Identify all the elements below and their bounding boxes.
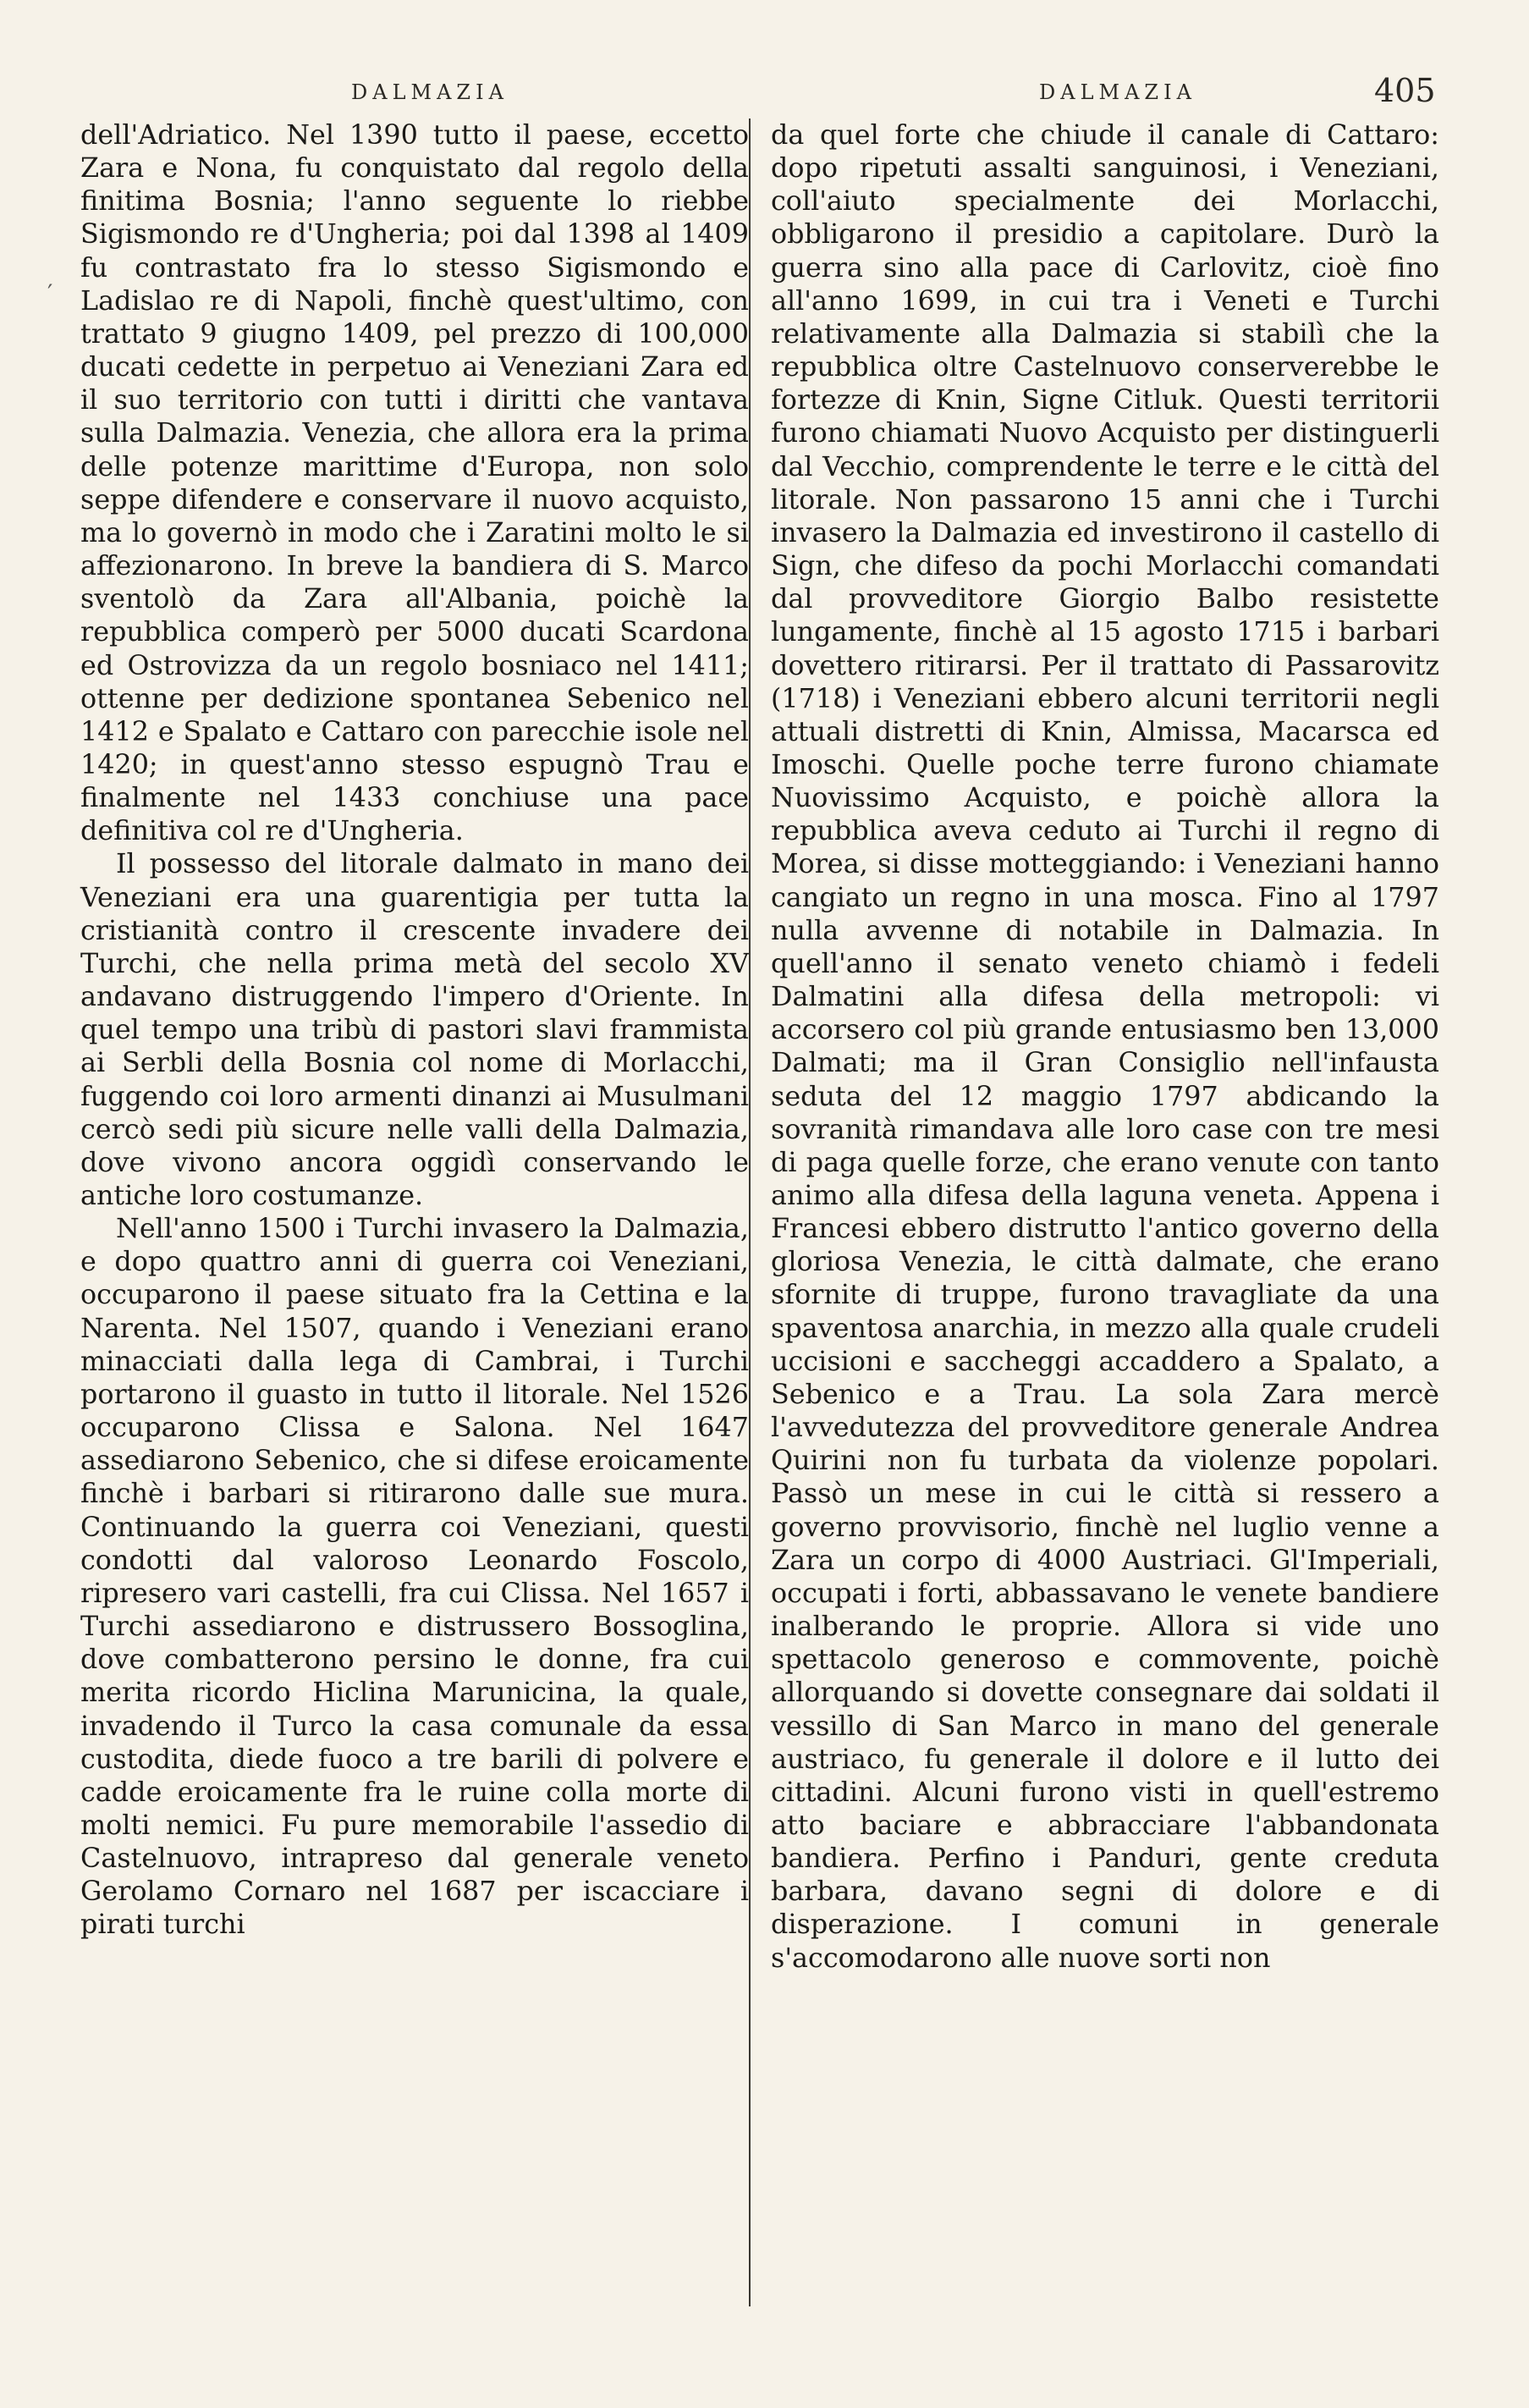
page-number: 405 — [1374, 72, 1436, 109]
running-header-left: DALMAZIA — [351, 80, 509, 104]
right-paragraph-1: da quel forte che chiude il canale di Cattaro: dopo ripetuti assalti sanguinosi, i Veneziani, coll'aiuto specialmente dei Morlacchi, obbligarono il presidio a capitolare. Durò la guerra sino alla pace di Carlovitz, cioè fino all'anno 1699, in cui tra i Veneti e Turchi relativamente alla Dalmazia si stabilì che la repubblica oltre Castelnuovo conserverebbe le fortezze di Knin, Signe Citluk. Questi territorii furono chiamati Nuovo Acquisto per distinguerli dal Vecchio, comprendente le terre e le città del litorale. Non passarono 15 anni che i Turchi invasero la Dalmazia ed investirono il castello di Sign, che difeso da pochi Morlacchi comandati dal provveditore Giorgio Balbo resistette lungamente, finchè al 15 agosto 1715 i barbari dovettero ritirarsi. Per il trattato di Passarovitz (1718) i Veneziani ebbero alcuni territorii negli attuali distretti di Knin, Almissa, Macarsca ed Imoschi. Quelle poche terre furono chiamate Nuovissimo Acquisto, e poichè allora la repubblica aveva ceduto ai Turchi il regno di Morea, si disse motteggiando: i Veneziani hanno cangiato un regno in una mosca. Fino al 1797 nulla avvenne di notabile in Dalmazia. In quell'anno il senato veneto chiamò i fedeli Dalmatini alla difesa della metropoli: vi accorsero col più grande entusiasmo ben 13,000 Dalmati; ma il Gran Consiglio nell'infausta seduta del 12 maggio 1797 abdicando la sovranità rimandava alle loro case con tre mesi di paga quelle forze, che erano venute con tanto animo alla difesa della laguna veneta. Appena i Francesi ebbero distrutto l'antico governo della gloriosa Venezia, le città dalmate, che erano sfornite di truppe, furono travagliate da una spaventosa anarchia, in mezzo alla quale crudeli uccisioni e saccheggi accaddero a Spalato, a Sebenico e a Trau. La sola Zara mercè l'avvedutezza del provveditore generale Andrea Quirini non fu turbata da violenze popolari. Passò un mese in cui le città si ressero a governo provvisorio, finchè nel luglio venne a Zara un corpo di 4000 Austriaci. Gl'Imperiali, occupati i forti, abbassavano le venete bandiere inalberando le proprie. Allora si vide uno spettacolo generoso e commovente, poichè allorquando si dovette consegnare dai soldati il vessillo di San Marco in mano del generale austriaco, fu generale il dolore e il lutto dei cittadini. Alcuni furono visti in quell'estremo atto baciare e abbracciare l'abbandonata bandiera. Perfino i Panduri, gente creduta barbara, davano segni di dolore e di disperazione. I comuni in generale s'accomodarono alle nuove sorti non — [771, 119, 1439, 1974]
left-paragraph-3: Nell'anno 1500 i Turchi invasero la Dalmazia, e dopo quattro anni di guerra coi Veneziani, occuparono il paese situato fra la Cettina e la Narenta. Nel 1507, quando i Veneziani erano minacciati dalla lega di Cambrai, i Turchi portarono il guasto in tutto il litorale. Nel 1526 occuparono Clissa e Salona. Nel 1647 assediarono Sebenico, che si difese eroicamente finchè i barbari si ritirarono dalle sue mura. Continuando la guerra coi Veneziani, questi condotti dal valoroso Leonardo Foscolo, ripresero vari castelli, fra cui Clissa. Nel 1657 i Turchi assediarono e distrussero Bossoglina, dove combatterono persino le donne, fra cui merita ricordo Hiclina Marunicina, la quale, invadendo il Turco la casa comunale da essa custodita, diede fuoco a tre barili di polvere e cadde eroicamente fra le ruine colla morte di molti nemici. Fu pure memorabile l'assedio di Castelnuovo, intrapreso dal generale veneto Gerolamo Cornaro nel 1687 per iscacciare i pirati turchi — [80, 1213, 749, 1941]
column-divider — [749, 118, 751, 2306]
left-paragraph-2: Il possesso del litorale dalmato in mano dei Veneziani era una guarentigia per tutta la cristianità contro il crescente invadere dei Turchi, che nella prima metà del secolo XV andavano distruggendo l'impero d'Oriente. In quel tempo una tribù di pastori slavi frammista ai Serbli della Bosnia col nome di Morlacchi, fuggendo coi loro armenti dinanzi ai Musulmani cercò sedi più sicure nelle valli della Dalmazia, dove vivono ancora oggidì conservando le antiche loro costumanze. — [80, 848, 749, 1211]
left-text-column — [80, 118, 749, 1942]
left-paragraph-1: dell'Adriatico. Nel 1390 tutto il paese, eccetto Zara e Nona, fu conquistato dal regolo della finitima Bosnia; l'anno seguente lo riebbe Sigismondo re d'Ungheria; poi dal 1398 al 1409 fu contrastato fra lo stesso Sigismondo e Ladislao re di Napoli, finchè quest'ultimo, con trattato 9 giugno 1409, pel prezzo di 100,000 ducati cedette in perpetuo ai Veneziani Zara ed il suo territorio con tutti i diritti che vantava sulla Dalmazia. Venezia, che allora era la prima delle potenze marittime d'Europa, non solo seppe difendere e conservare il nuovo acquisto, ma lo governò in modo che i Zaratini molto le si affezionarono. In breve la bandiera di S. Marco sventolò da Zara all'Albania, poichè la repubblica comperò per 5000 ducati Scardona ed Ostrovizza da un regolo bosniaco nel 1411; ottenne per dedizione spontanea Sebenico nel 1412 e Spalato e Cattaro con parecchie isole nel 1420; in quest'anno stesso espugnò Trau e finalmente nel 1433 conchiuse una pace definitiva col re d'Ungheria. — [80, 119, 749, 847]
running-header-right: DALMAZIA — [1039, 80, 1196, 104]
right-text-column — [771, 118, 1439, 1975]
margin-mark: ′ — [47, 279, 53, 307]
